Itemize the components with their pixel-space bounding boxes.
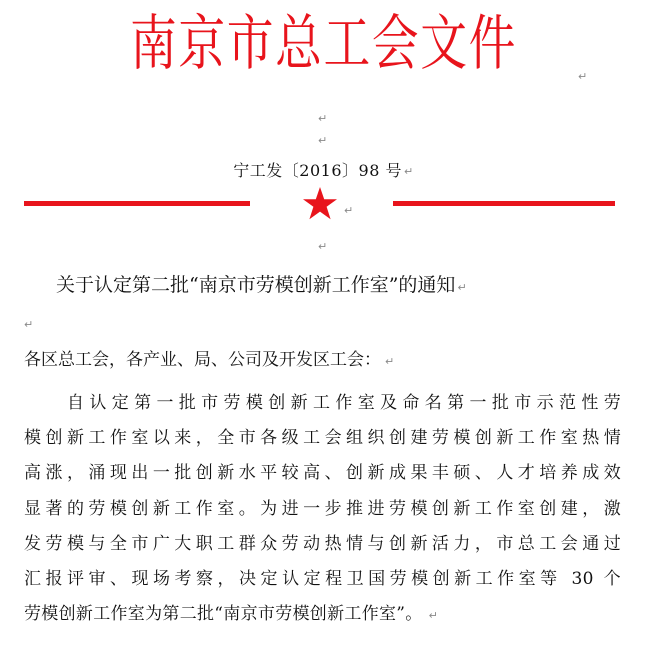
- body-line: 汇报评审、现场考察，决定认定程卫国劳模创新工作室等 30 个: [24, 569, 621, 590]
- paragraph-mark: ↵: [385, 355, 395, 368]
- right-red-rule: [393, 201, 615, 206]
- paragraph-mark: ↵: [318, 112, 328, 125]
- body-line: 发劳模与全市广大职工群众劳动热情与创新活力，市总工会通过: [24, 533, 621, 554]
- notice-title: 关于认定第二批“南京市劳模创新工作室”的通知 ↵: [56, 274, 467, 296]
- left-red-rule: [24, 201, 250, 206]
- red-star-icon: [302, 186, 338, 222]
- body-paragraph: [24, 386, 621, 633]
- document-number: 宁工发〔2016〕98 号 ↵: [233, 161, 414, 180]
- masthead-title: 南京市总工会文件: [130, 9, 517, 79]
- paragraph-mark: ↵: [344, 204, 354, 217]
- body-line: 劳模创新工作室为第二批“南京市劳模创新工作室”。 ↵: [24, 604, 439, 625]
- salutation: 各区总工会，各产业、局、公司及开发区工会： ↵: [24, 350, 395, 370]
- body-line: 自认定第一批市劳模创新工作室及命名第一批市示范性劳: [67, 393, 621, 413]
- paragraph-mark: ↵: [578, 70, 588, 83]
- body-line: 模创新工作室以来，全市各级工会组织创建劳模创新工作室热情: [24, 428, 621, 449]
- paragraph-mark: ↵: [318, 240, 328, 253]
- paragraph-mark: ↵: [24, 318, 34, 331]
- paragraph-mark: ↵: [403, 165, 414, 178]
- paragraph-mark: ↵: [428, 609, 439, 623]
- body-line: 显著的劳模创新工作室。为进一步推进劳模创新工作室创建，激: [24, 498, 621, 519]
- paragraph-mark: ↵: [318, 134, 328, 147]
- body-line: 高涨，涌现出一批创新水平较高、创新成果丰硕、人才培养成效: [24, 463, 621, 484]
- paragraph-mark: ↵: [457, 281, 467, 294]
